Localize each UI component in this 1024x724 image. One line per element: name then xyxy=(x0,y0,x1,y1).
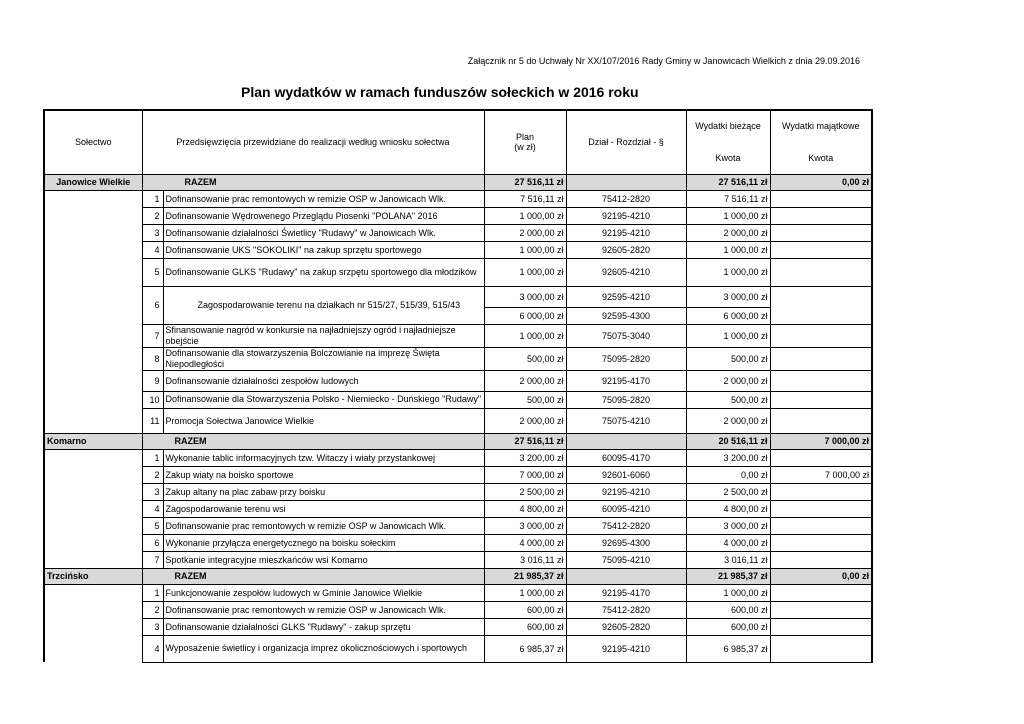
item-number: 3 xyxy=(142,618,163,635)
item-dzial: 92595-4210 xyxy=(566,286,686,307)
table-row xyxy=(44,449,872,466)
item-plan: 4 000,00 zł xyxy=(484,534,566,551)
item-dzial: 75412-2820 xyxy=(566,517,686,534)
solectwo-blank xyxy=(44,347,142,370)
item-dzial: 92695-4300 xyxy=(566,534,686,551)
item-description: Promocja Sołectwa Janowice Wielkie xyxy=(163,408,484,433)
item-description: Sfinansowanie nagród w konkursie na najładniejszy ogród i najładniejsze obejście xyxy=(163,324,484,347)
razem-plan: 27 516,11 zł xyxy=(484,433,566,449)
header-plan-unit: (w zł) xyxy=(514,142,536,153)
item-description: Dofinansowanie dla Stowarzyszenia Polsko - Niemiecko - Duńskiego "Rudawy" xyxy=(163,391,484,408)
item-description: Dofinansowanie działalności Świetlicy "Rudawy" w Janowicach Wlk. xyxy=(163,224,484,241)
item-number: 10 xyxy=(142,391,163,408)
item-dzial: 92195-4210 xyxy=(566,483,686,500)
item-dzial: 92605-2820 xyxy=(566,241,686,258)
item-biezace: 7 516,11 zł xyxy=(686,190,770,207)
item-description: Wyposażenie świetlicy i organizacja imprez okolicznościowych i sportowych xyxy=(163,635,484,662)
item-number: 1 xyxy=(142,190,163,207)
razem-dzial xyxy=(566,568,686,584)
item-majatkowe xyxy=(770,618,872,635)
item-plan: 6 000,00 zł xyxy=(484,307,566,324)
solectwo-blank xyxy=(44,258,142,286)
group-name: Komarno xyxy=(44,433,142,449)
solectwo-blank xyxy=(44,483,142,500)
item-dzial: 60095-4210 xyxy=(566,500,686,517)
item-number: 1 xyxy=(142,449,163,466)
table-row xyxy=(44,466,872,483)
item-number: 8 xyxy=(142,347,163,370)
header-majatkowe-label: Wydatki majątkowe xyxy=(782,121,860,131)
solectwo-blank xyxy=(44,534,142,551)
item-biezace: 0,00 zł xyxy=(686,466,770,483)
item-plan: 2 000,00 zł xyxy=(484,370,566,391)
item-description: Dofinansowanie UKS "SOKOLIKI" na zakup sprzętu sportowego xyxy=(163,241,484,258)
item-description: Zagospodarowanie terenu wsi xyxy=(163,500,484,517)
solectwo-blank xyxy=(44,618,142,635)
table-row xyxy=(44,347,872,370)
item-description: Dofinansowanie działalności zespołów ludowych xyxy=(163,370,484,391)
solectwo-blank xyxy=(44,601,142,618)
item-description: Dofinansowanie działalności GLKS "Rudawy" - zakup sprzętu xyxy=(163,618,484,635)
item-biezace: 6 000,00 zł xyxy=(686,307,770,324)
item-biezace: 2 000,00 zł xyxy=(686,408,770,433)
item-plan: 7 516,11 zł xyxy=(484,190,566,207)
item-description: Dofinansowanie prac remontowych w remizie OSP w Janowicach Wlk. xyxy=(163,517,484,534)
razem-label: RAZEM xyxy=(142,174,484,190)
item-majatkowe xyxy=(770,408,872,433)
item-biezace: 3 016,11 zł xyxy=(686,551,770,568)
table-row xyxy=(44,241,872,258)
item-plan: 600,00 zł xyxy=(484,618,566,635)
item-description: Wykonanie tablic informacyjnych tzw. Witaczy i wiaty przystankowej xyxy=(163,449,484,466)
item-biezace: 1 000,00 zł xyxy=(686,324,770,347)
item-dzial: 75075-4210 xyxy=(566,408,686,433)
item-dzial: 75412-2820 xyxy=(566,601,686,618)
item-majatkowe xyxy=(770,391,872,408)
item-plan: 3 000,00 zł xyxy=(484,517,566,534)
item-number: 7 xyxy=(142,551,163,568)
item-description: Dofinansowanie prac remontowych w remizie OSP w Janowicach Wlk. xyxy=(163,190,484,207)
item-plan: 6 985,37 zł xyxy=(484,635,566,662)
razem-dzial xyxy=(566,174,686,190)
header-dzial: Dział - Rozdział - § xyxy=(566,110,686,174)
item-majatkowe xyxy=(770,347,872,370)
razem-label: RAZEM xyxy=(142,433,484,449)
item-majatkowe xyxy=(770,258,872,286)
solectwo-blank xyxy=(44,286,142,324)
item-number: 2 xyxy=(142,207,163,224)
item-majatkowe xyxy=(770,551,872,568)
solectwo-blank xyxy=(44,466,142,483)
item-description: Dofinansowanie GLKS "Rudawy" na zakup srzpętu sportowego dla młodzików xyxy=(163,258,484,286)
item-majatkowe xyxy=(770,517,872,534)
item-majatkowe: 7 000,00 zł xyxy=(770,466,872,483)
item-majatkowe xyxy=(770,635,872,662)
item-number: 6 xyxy=(142,286,163,324)
item-plan: 2 000,00 zł xyxy=(484,224,566,241)
item-number: 5 xyxy=(142,258,163,286)
item-number: 6 xyxy=(142,534,163,551)
item-number: 4 xyxy=(142,241,163,258)
item-majatkowe xyxy=(770,370,872,391)
item-plan: 1 000,00 zł xyxy=(484,207,566,224)
solectwo-blank xyxy=(44,449,142,466)
header-solectwo: Sołectwo xyxy=(44,110,142,174)
table-row xyxy=(44,483,872,500)
item-dzial: 75075-3040 xyxy=(566,324,686,347)
item-biezace: 1 000,00 zł xyxy=(686,584,770,601)
item-dzial: 92195-4170 xyxy=(566,370,686,391)
razem-majatkowe: 0,00 zł xyxy=(770,174,872,190)
header-kwota-1: Kwota xyxy=(715,153,741,163)
item-majatkowe xyxy=(770,286,872,324)
solectwo-blank xyxy=(44,500,142,517)
table-row xyxy=(44,551,872,568)
razem-biezace: 20 516,11 zł xyxy=(686,433,770,449)
solectwo-blank xyxy=(44,551,142,568)
table-row xyxy=(44,408,872,433)
item-biezace: 2 500,00 zł xyxy=(686,483,770,500)
group-summary-row xyxy=(44,433,872,449)
header-majatkowe xyxy=(770,110,872,174)
item-biezace: 3 000,00 zł xyxy=(686,286,770,307)
razem-dzial xyxy=(566,433,686,449)
item-number: 2 xyxy=(142,466,163,483)
item-majatkowe xyxy=(770,207,872,224)
header-plan-label: Plan xyxy=(515,132,534,143)
solectwo-blank xyxy=(44,207,142,224)
item-number: 11 xyxy=(142,408,163,433)
table-row xyxy=(44,190,872,207)
table-row xyxy=(44,635,872,662)
header-biezace xyxy=(686,110,770,174)
item-plan: 3 200,00 zł xyxy=(484,449,566,466)
table-row xyxy=(44,258,872,286)
item-biezace: 3 200,00 zł xyxy=(686,449,770,466)
item-plan: 500,00 zł xyxy=(484,347,566,370)
item-majatkowe xyxy=(770,500,872,517)
attachment-note: Załącznik nr 5 do Uchwały Nr XX/107/2016 Rady Gminy w Janowicach Wielkich z dnia 29.09.2016 xyxy=(467,56,860,66)
table-row xyxy=(44,324,872,347)
item-number: 7 xyxy=(142,324,163,347)
item-biezace: 4 800,00 zł xyxy=(686,500,770,517)
item-number: 4 xyxy=(142,635,163,662)
item-number: 3 xyxy=(142,224,163,241)
table-row xyxy=(44,370,872,391)
item-plan: 2 500,00 zł xyxy=(484,483,566,500)
table-row xyxy=(44,224,872,241)
item-number: 9 xyxy=(142,370,163,391)
item-number: 1 xyxy=(142,584,163,601)
table-row xyxy=(44,534,872,551)
solectwo-blank xyxy=(44,324,142,347)
item-dzial: 75412-2820 xyxy=(566,190,686,207)
item-description: Zakup wiaty na boisko sportowe xyxy=(163,466,484,483)
item-dzial: 92195-4170 xyxy=(566,584,686,601)
item-dzial: 92605-4210 xyxy=(566,258,686,286)
solectwo-blank xyxy=(44,370,142,391)
expense-table xyxy=(43,109,873,663)
solectwo-blank xyxy=(44,408,142,433)
item-description: Dofinansowanie Wędrowenego Przeglądu Piosenki "POLANA" 2016 xyxy=(163,207,484,224)
group-summary-row xyxy=(44,568,872,584)
item-dzial: 92595-4300 xyxy=(566,307,686,324)
group-name: Janowice Wielkie xyxy=(44,174,142,190)
item-majatkowe xyxy=(770,241,872,258)
solectwo-blank xyxy=(44,190,142,207)
razem-plan: 21 985,37 zł xyxy=(484,568,566,584)
group-summary-row xyxy=(44,174,872,190)
razem-plan: 27 516,11 zł xyxy=(484,174,566,190)
table-body xyxy=(44,110,872,662)
item-biezace: 4 000,00 zł xyxy=(686,534,770,551)
table-row xyxy=(44,517,872,534)
item-description: Funkcjonowanie zespołów ludowych w Gminie Janowice Wielkie xyxy=(163,584,484,601)
item-description: Dofinansowanie prac remontowych w remizie OSP w Janowicach Wlk. xyxy=(163,601,484,618)
table-row xyxy=(44,618,872,635)
item-plan: 4 800,00 zł xyxy=(484,500,566,517)
table-row xyxy=(44,500,872,517)
item-biezace: 3 000,00 zł xyxy=(686,517,770,534)
item-majatkowe xyxy=(770,534,872,551)
item-majatkowe xyxy=(770,584,872,601)
solectwo-blank xyxy=(44,241,142,258)
table-row xyxy=(44,286,872,307)
item-dzial: 75095-2820 xyxy=(566,391,686,408)
razem-biezace: 27 516,11 zł xyxy=(686,174,770,190)
item-biezace: 6 985,37 zł xyxy=(686,635,770,662)
item-dzial: 92605-2820 xyxy=(566,618,686,635)
header-przedsiewziecia: Przedsięwzięcia przewidziane do realizacji według wniosku sołectwa xyxy=(142,110,484,174)
item-dzial: 92195-4210 xyxy=(566,224,686,241)
table-row xyxy=(44,601,872,618)
table-row xyxy=(44,207,872,224)
item-biezace: 500,00 zł xyxy=(686,391,770,408)
item-biezace: 2 000,00 zł xyxy=(686,370,770,391)
item-plan: 1 000,00 zł xyxy=(484,258,566,286)
item-plan: 600,00 zł xyxy=(484,601,566,618)
item-majatkowe xyxy=(770,483,872,500)
item-biezace: 1 000,00 zł xyxy=(686,207,770,224)
item-plan: 1 000,00 zł xyxy=(484,584,566,601)
item-majatkowe xyxy=(770,324,872,347)
item-biezace: 1 000,00 zł xyxy=(686,258,770,286)
solectwo-blank xyxy=(44,584,142,601)
item-biezace: 600,00 zł xyxy=(686,618,770,635)
item-description: Dofinansowanie dla stowarzyszenia Bolczowianie na imprezę Święta Niepodległości xyxy=(163,347,484,370)
item-number: 2 xyxy=(142,601,163,618)
razem-majatkowe: 7 000,00 zł xyxy=(770,433,872,449)
solectwo-blank xyxy=(44,517,142,534)
razem-majatkowe: 0,00 zł xyxy=(770,568,872,584)
solectwo-blank xyxy=(44,635,142,662)
item-plan: 3 000,00 zł xyxy=(484,286,566,307)
item-plan: 7 000,00 zł xyxy=(484,466,566,483)
table-row xyxy=(44,584,872,601)
item-dzial: 92195-4210 xyxy=(566,207,686,224)
item-dzial: 75095-4210 xyxy=(566,551,686,568)
item-number: 4 xyxy=(142,500,163,517)
header-kwota-2: Kwota xyxy=(808,153,834,163)
group-name: Trzcińsko xyxy=(44,568,142,584)
item-description: Zagospodarowanie terenu na działkach nr 515/27, 515/39, 515/43 xyxy=(163,286,484,324)
table-row xyxy=(44,391,872,408)
item-description: Spotkanie integracyjne mieszkańców wsi Komarno xyxy=(163,551,484,568)
item-plan: 1 000,00 zł xyxy=(484,324,566,347)
header-biezace-label: Wydatki bieżące xyxy=(695,121,761,131)
item-plan: 1 000,00 zł xyxy=(484,241,566,258)
item-description: Zakup altany na plac zabaw przy boisku xyxy=(163,483,484,500)
item-plan: 3 016,11 zł xyxy=(484,551,566,568)
item-dzial: 75095-2820 xyxy=(566,347,686,370)
item-dzial: 92195-4210 xyxy=(566,635,686,662)
item-number: 5 xyxy=(142,517,163,534)
item-number: 3 xyxy=(142,483,163,500)
razem-biezace: 21 985,37 zł xyxy=(686,568,770,584)
item-biezace: 2 000,00 zł xyxy=(686,224,770,241)
item-majatkowe xyxy=(770,190,872,207)
item-biezace: 500,00 zł xyxy=(686,347,770,370)
item-majatkowe xyxy=(770,224,872,241)
item-majatkowe xyxy=(770,601,872,618)
item-plan: 2 000,00 zł xyxy=(484,408,566,433)
item-description: Wykonanie przyłącza energetycznego na boisku sołeckim xyxy=(163,534,484,551)
solectwo-blank xyxy=(44,391,142,408)
item-dzial: 92601-6060 xyxy=(566,466,686,483)
item-majatkowe xyxy=(770,449,872,466)
razem-label: RAZEM xyxy=(142,568,484,584)
item-plan: 500,00 zł xyxy=(484,391,566,408)
header-plan xyxy=(484,110,566,174)
solectwo-blank xyxy=(44,224,142,241)
item-dzial: 60095-4170 xyxy=(566,449,686,466)
item-biezace: 1 000,00 zł xyxy=(686,241,770,258)
item-biezace: 600,00 zł xyxy=(686,601,770,618)
page-title: Plan wydatków w ramach funduszów sołeckich w 2016 roku xyxy=(241,84,639,100)
